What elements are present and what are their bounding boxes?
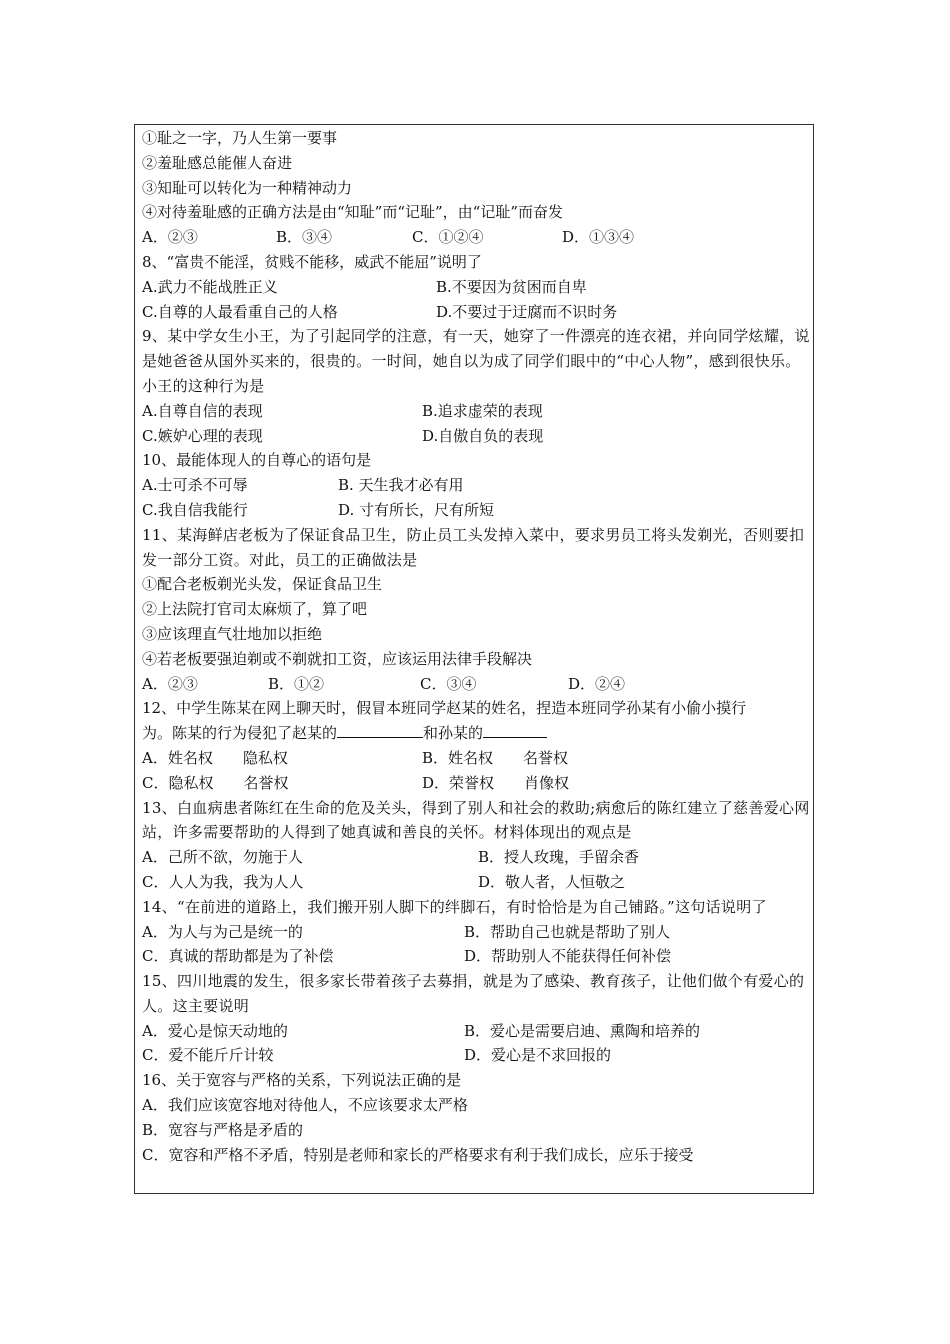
q13-stem: 13、白血病患者陈红在生命的危及关头，得到了别人和社会的救助;病愈后的陈红建立了慈善爱心网站，许多需要帮助的人得到了她真诚和善良的关怀。材料体现出的观点是 [142,798,810,842]
q10-option-c: C.我自信我能行 [142,500,248,519]
q10-options-row-1 [142,473,810,498]
q11-statement-3: ③应该理直气壮地加以拒绝 [142,624,323,643]
q10-stem: 10、最能体现人的自尊心的语句是 [142,451,372,470]
question-content [142,126,810,1167]
q11-option-b: B．①② [268,674,325,693]
q9-options-row-1 [142,399,810,424]
q14-option-d: D．帮助别人不能获得任何补偿 [464,947,672,966]
q13-options-row-1 [142,845,810,870]
q7-statement-4: ④对待羞耻感的正确方法是由“知耻”而“记耻”，由“记耻”而奋发 [142,203,564,222]
q15-options-row-2 [142,1043,810,1068]
q9-option-b: B.追求虚荣的表现 [422,401,543,420]
q9-option-c: C.嫉妒心理的表现 [142,426,263,445]
q15-options-row-1 [142,1019,810,1044]
q8-option-b: B.不要因为贫困而自卑 [436,277,587,296]
q15-option-b: B．爱心是需要启迪、熏陶和培养的 [464,1021,701,1040]
q15-option-c: C．爱不能斤斤计较 [142,1046,274,1065]
q12-answer-blank-2[interactable] [483,721,547,738]
q7-option-a: A．②③ [142,228,198,247]
q12-stem-line-2 [142,721,810,746]
q9-option-a: A.自尊自信的表现 [142,401,263,420]
q11-statement-2: ②上法院打官司太麻烦了，算了吧 [142,600,368,619]
q16-option-b: B．宽容与严格是矛盾的 [142,1120,304,1139]
q7-option-c: C．①②④ [412,228,484,247]
q14-option-b: B．帮助自己也就是帮助了别人 [464,922,671,941]
q14-options-row-2 [142,944,810,969]
q8-options-row-1 [142,275,810,300]
q7-statement-3: ③知耻可以转化为一种精神动力 [142,178,353,197]
q11-options [142,672,810,697]
q12-stem-line-1: 12、中学生陈某在网上聊天时，假冒本班同学赵某的姓名，捏造本班同学孙某有小偷小摸行 [142,699,747,718]
q15-option-a: A．爱心是惊天动地的 [142,1021,288,1040]
q13-option-c: C．人人为我，我为人人 [142,872,304,891]
q8-options-row-2 [142,300,810,325]
q12-option-d: D．荣誉权 肖像权 [422,773,570,792]
q12-option-a: A．姓名权 隐私权 [142,748,288,767]
q8-option-c: C.自尊的人最看重自己的人格 [142,302,338,321]
q16-option-c: C．宽容和严格不矛盾，特别是老师和家长的严格要求有利于我们成长，应乐于接受 [142,1145,694,1164]
q12-options-row-2 [142,771,810,796]
q10-options-row-2 [142,498,810,523]
q9-stem: 9、某中学女生小王，为了引起同学的注意，有一天，她穿了一件漂亮的连衣裙，并向同学炫耀，说是她爸爸从国外买来的，很贵的。一时间，她自以为成了同学们眼中的“中心人物”，感到很快乐。小王的这种行为是 [142,327,810,395]
q15-stem: 15、四川地震的发生，很多家长带着孩子去募捐，就是为了感染、教育孩子，让他们做个有爱心的人。这主要说明 [142,972,805,1015]
q11-option-d: D．②④ [568,674,626,693]
q8-option-a: A.武力不能战胜正义 [142,277,278,296]
q12-options-row-1 [142,746,810,771]
q12-option-c: C．隐私权 名誉权 [142,773,289,792]
q15-option-d: D．爱心是不求回报的 [464,1046,612,1065]
q7-statement-2: ②羞耻感总能催人奋进 [142,153,293,172]
q10-option-b: B. 天生我才必有用 [338,476,464,495]
q14-stem: 14、“在前进的道路上，我们搬开别人脚下的绊脚石，有时恰恰是为自己铺路。”这句话说明了 [142,897,767,916]
q12-option-b: B．姓名权 名誉权 [422,748,569,767]
q11-statement-1: ①配合老板剃光头发，保证食品卫生 [142,575,383,594]
q9-options-row-2 [142,424,810,449]
q7-statement-1: ①耻之一字，乃人生第一要事 [142,129,338,147]
q14-options-row-1 [142,920,810,945]
q14-option-a: A．为人与为己是统一的 [142,922,303,941]
q10-option-d: D. 寸有所长，尺有所短 [338,500,495,519]
q11-stem: 11、某海鲜店老板为了保证食品卫生，防止员工头发掉入菜中，要求男员工将头发剃光，否则要扣发一部分工资。对此，员工的正确做法是 [142,525,805,569]
q11-option-a: A．②③ [142,674,198,693]
q12-stem-part-1: 为。陈某的行为侵犯了赵某的 [142,724,338,743]
q10-option-a: A.士可杀不可辱 [142,476,248,495]
q9-option-d: D.自傲自负的表现 [422,426,544,445]
q8-option-d: D.不要过于迂腐而不识时务 [436,302,618,321]
q13-option-d: D．敬人者，人恒敬之 [478,872,626,891]
q14-option-c: C．真诚的帮助都是为了补偿 [142,947,334,966]
q13-options-row-2 [142,870,810,895]
q7-option-b: B．③④ [276,228,333,247]
q16-stem: 16、关于宽容与严格的关系，下列说法正确的是 [142,1071,462,1090]
q13-option-a: A．己所不欲，勿施于人 [142,848,303,867]
q7-options [142,225,810,250]
q12-stem-part-2: 和孙某的 [423,724,484,743]
q13-option-b: B．授人玫瑰，手留余香 [478,848,640,867]
q12-answer-blank-1[interactable] [337,721,423,738]
q11-option-c: C．③④ [420,674,477,693]
q7-option-d: D．①③④ [562,228,635,247]
q11-statement-4: ④若老板要强迫剃或不剃就扣工资，应该运用法律手段解决 [142,649,533,668]
q16-option-a: A．我们应该宽容地对待他人，不应该要求太严格 [142,1096,468,1115]
q8-stem: 8、“富贵不能淫，贫贱不能移，威武不能屈”说明了 [142,252,482,271]
